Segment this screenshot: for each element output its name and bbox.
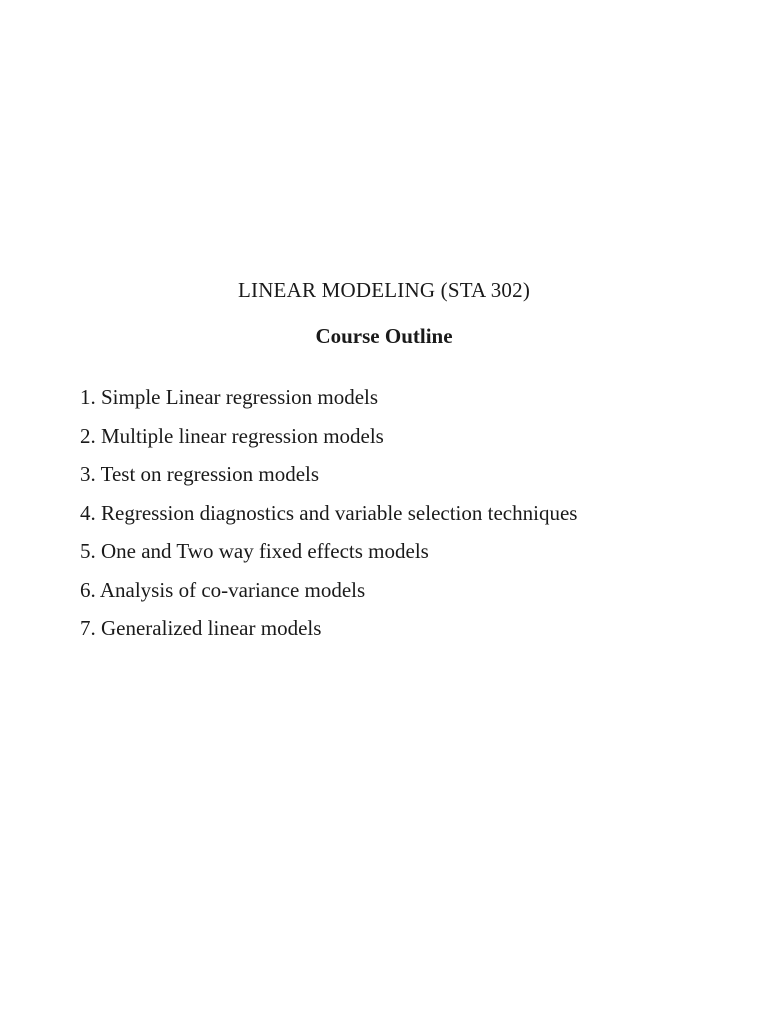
course-outline-list [80, 384, 577, 654]
outline-item-1: 1. Simple Linear regression models [80, 385, 379, 409]
outline-item-6: 6. Analysis of co-variance models [80, 577, 366, 602]
course-outline-heading: Course Outline [315, 324, 453, 348]
outline-item-7: 7. Generalized linear models [80, 616, 322, 640]
outline-item-4: 4. Regression diagnostics and variable selection techniques [80, 500, 578, 525]
outline-item-2: 2. Multiple linear regression models [80, 423, 384, 448]
outline-item-5: 5. One and Two way fixed effects models [80, 539, 429, 563]
document-title: LINEAR MODELING (STA 302) [237, 278, 531, 302]
outline-item-3: 3. Test on regression models [80, 462, 320, 486]
